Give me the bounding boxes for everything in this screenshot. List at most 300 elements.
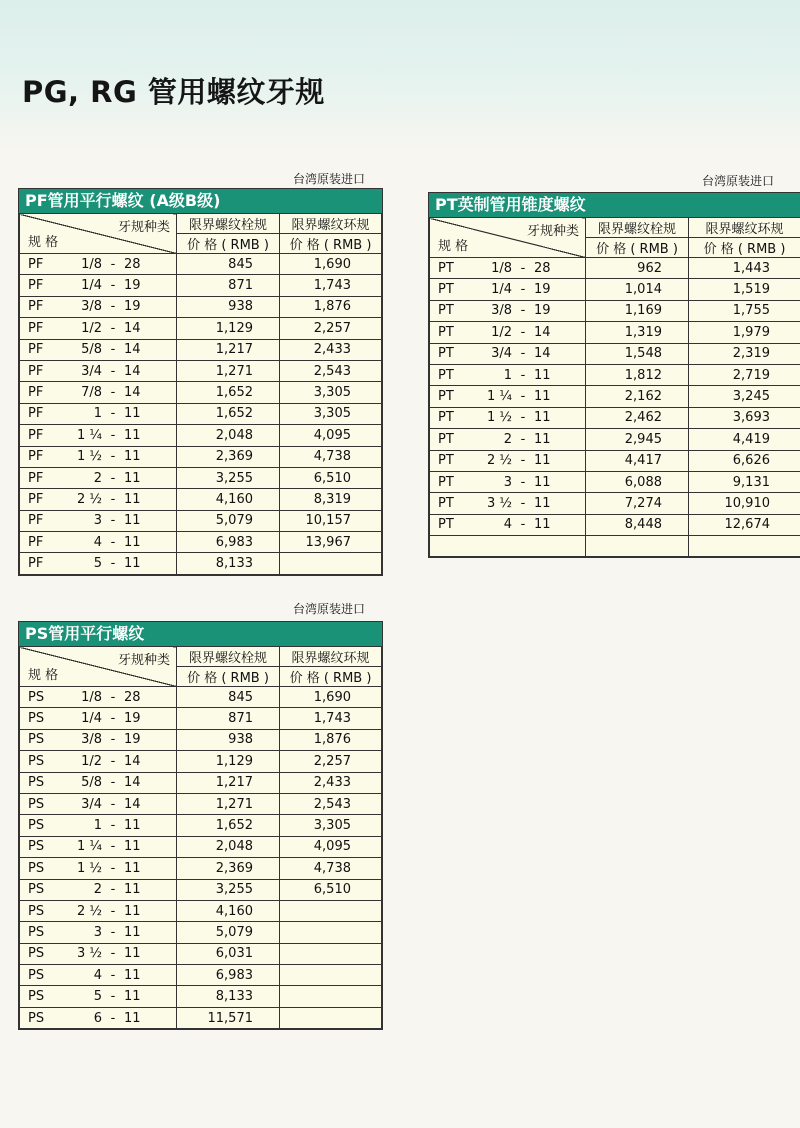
thread-code: PF xyxy=(28,470,44,486)
thread-code: PF xyxy=(28,256,44,272)
spec-cell xyxy=(20,1007,177,1028)
thread-size: 5 xyxy=(93,989,102,1005)
thread-code: PS xyxy=(28,882,45,898)
ring-price: 9,131 xyxy=(689,471,800,492)
spec-cell xyxy=(20,360,177,381)
thread-size: 6 xyxy=(93,1010,102,1026)
ring-price: 3,305 xyxy=(280,382,382,403)
spec-cell xyxy=(20,751,177,772)
thread-size: 1 ¼ xyxy=(76,839,102,855)
spec-cell xyxy=(20,403,177,424)
plug-price: 845 xyxy=(177,687,280,708)
thread-pitch: 19 xyxy=(534,303,551,319)
plug-price: 4,160 xyxy=(177,900,280,921)
table-row xyxy=(430,429,800,450)
dash-separator: - xyxy=(520,389,526,405)
thread-code: PF xyxy=(28,299,44,315)
thread-size: 2 ½ xyxy=(486,453,512,469)
dash-separator: - xyxy=(110,839,116,855)
spec-cell xyxy=(20,708,177,729)
thread-size: 5 xyxy=(93,556,102,572)
table-row xyxy=(20,403,382,424)
thread-size: 4 xyxy=(93,534,102,550)
spec-cell xyxy=(430,407,586,428)
dash-separator: - xyxy=(110,967,116,983)
plug-price: 2,048 xyxy=(177,836,280,857)
plug-price: 2,162 xyxy=(586,386,689,407)
thread-code: PF xyxy=(28,449,44,465)
thread-size: 3 xyxy=(93,513,102,529)
dash-separator: - xyxy=(520,453,526,469)
ring-price: 4,095 xyxy=(280,425,382,446)
table-row xyxy=(430,493,800,514)
table-row xyxy=(20,815,382,836)
thread-code: PT xyxy=(438,346,454,362)
spec-cell xyxy=(20,532,177,553)
plug-gauge-header: 限界螺纹栓规 xyxy=(586,218,689,238)
table-row xyxy=(20,382,382,403)
spec-cell xyxy=(20,986,177,1007)
dash-separator: - xyxy=(110,689,116,705)
thread-size: 1/2 xyxy=(81,753,102,769)
dash-separator: - xyxy=(110,860,116,876)
table-row xyxy=(20,708,382,729)
ring-price xyxy=(280,922,382,943)
spec-cell xyxy=(20,510,177,531)
thread-pitch: 11 xyxy=(124,924,141,940)
thread-size: 3 ½ xyxy=(486,495,512,511)
dash-separator: - xyxy=(110,320,116,336)
spec-cell xyxy=(20,879,177,900)
spec-cell xyxy=(20,965,177,986)
thread-pitch: 11 xyxy=(124,946,141,962)
thread-size: 2 ½ xyxy=(76,903,102,919)
thread-size: 3/8 xyxy=(81,732,102,748)
thread-code: PT xyxy=(438,453,454,469)
thread-pitch: 14 xyxy=(124,796,141,812)
ring-price: 6,510 xyxy=(280,879,382,900)
ring-price: 1,743 xyxy=(280,708,382,729)
spec-label: 规 格 xyxy=(438,239,469,254)
ring-price: 1,979 xyxy=(689,322,800,343)
plug-price: 3,255 xyxy=(177,467,280,488)
spec-cell xyxy=(20,382,177,403)
plug-price: 8,133 xyxy=(177,986,280,1007)
thread-code: PF xyxy=(28,406,44,422)
thread-pitch: 14 xyxy=(124,775,141,791)
dash-separator: - xyxy=(520,431,526,447)
spec-cell xyxy=(430,386,586,407)
thread-pitch: 11 xyxy=(534,367,551,383)
thread-pitch: 14 xyxy=(534,346,551,362)
pf-table-title: PF管用平行螺纹 (A级B级) xyxy=(19,189,382,213)
thread-pitch: 11 xyxy=(534,389,551,405)
dash-separator: - xyxy=(110,534,116,550)
table-row xyxy=(430,514,800,535)
table-row xyxy=(20,772,382,793)
thread-pitch: 11 xyxy=(124,882,141,898)
table-row xyxy=(20,489,382,510)
table-row xyxy=(430,536,800,557)
ring-price: 2,433 xyxy=(280,772,382,793)
thread-code: PS xyxy=(28,689,45,705)
plug-price: 8,133 xyxy=(177,553,280,574)
dash-separator: - xyxy=(110,924,116,940)
plug-price: 2,462 xyxy=(586,407,689,428)
spec-cell xyxy=(430,514,586,535)
plug-price: 1,271 xyxy=(177,360,280,381)
ring-price: 1,876 xyxy=(280,729,382,750)
thread-pitch: 11 xyxy=(124,839,141,855)
ring-price: 12,674 xyxy=(689,514,800,535)
thread-code: PF xyxy=(28,385,44,401)
thread-code: PF xyxy=(28,427,44,443)
thread-code: PT xyxy=(438,260,454,276)
dash-separator: - xyxy=(110,818,116,834)
plug-gauge-header: 限界螺纹栓规 xyxy=(177,214,280,234)
table-row xyxy=(20,751,382,772)
dash-separator: - xyxy=(110,753,116,769)
plug-price: 6,983 xyxy=(177,532,280,553)
thread-size: 1 ¼ xyxy=(76,427,102,443)
thread-pitch: 11 xyxy=(124,903,141,919)
thread-size: 4 xyxy=(93,967,102,983)
thread-code: PF xyxy=(28,513,44,529)
table-row xyxy=(20,922,382,943)
table-row xyxy=(20,510,382,531)
dash-separator: - xyxy=(110,989,116,1005)
spec-cell xyxy=(430,279,586,300)
thread-pitch: 11 xyxy=(124,860,141,876)
thread-code: PS xyxy=(28,967,45,983)
table-row xyxy=(20,986,382,1007)
thread-code: PT xyxy=(438,431,454,447)
ring-price: 2,543 xyxy=(280,793,382,814)
thread-size: 4 xyxy=(503,517,512,533)
plug-price: 6,088 xyxy=(586,471,689,492)
thread-size: 3/4 xyxy=(81,363,102,379)
spec-cell xyxy=(430,322,586,343)
table-row xyxy=(20,858,382,879)
thread-size: 1 ¼ xyxy=(486,389,512,405)
plug-price: 1,652 xyxy=(177,382,280,403)
table-row xyxy=(430,322,800,343)
dash-separator: - xyxy=(110,556,116,572)
ring-price: 1,690 xyxy=(280,254,382,275)
dash-separator: - xyxy=(110,278,116,294)
thread-pitch: 11 xyxy=(124,406,141,422)
ring-price: 2,257 xyxy=(280,318,382,339)
plug-price: 1,217 xyxy=(177,339,280,360)
plug-price: 2,369 xyxy=(177,446,280,467)
thread-pitch: 19 xyxy=(124,711,141,727)
thread-pitch: 11 xyxy=(124,1010,141,1026)
ring-price-header: 价 格 ( RMB ) xyxy=(689,238,800,258)
ring-price: 3,693 xyxy=(689,407,800,428)
origin-note-pt: 台湾原装进口 xyxy=(702,174,775,188)
dash-separator: - xyxy=(110,406,116,422)
plug-gauge-header: 限界螺纹栓规 xyxy=(177,647,280,667)
dash-separator: - xyxy=(110,732,116,748)
table-row xyxy=(430,407,800,428)
plug-price: 1,812 xyxy=(586,364,689,385)
plug-price: 5,079 xyxy=(177,922,280,943)
thread-size: 1/8 xyxy=(81,256,102,272)
spec-cell xyxy=(20,553,177,574)
ring-price xyxy=(280,553,382,574)
ring-price: 4,419 xyxy=(689,429,800,450)
plug-price: 1,548 xyxy=(586,343,689,364)
thread-code: PT xyxy=(438,389,454,405)
thread-size: 1 ½ xyxy=(76,449,102,465)
page-title: PG, RG 管用螺纹牙规 xyxy=(22,75,325,109)
thread-size: 3 ½ xyxy=(76,946,102,962)
spec-cell xyxy=(20,772,177,793)
dash-separator: - xyxy=(110,711,116,727)
ring-price: 10,157 xyxy=(280,510,382,531)
thread-pitch: 11 xyxy=(534,474,551,490)
dash-separator: - xyxy=(520,517,526,533)
thread-size: 3/4 xyxy=(81,796,102,812)
table-row xyxy=(20,729,382,750)
ring-price: 1,755 xyxy=(689,300,800,321)
thread-size: 1/2 xyxy=(491,324,512,340)
origin-note-pf: 台湾原装进口 xyxy=(293,172,366,186)
plug-price xyxy=(586,536,689,557)
dash-separator: - xyxy=(520,346,526,362)
thread-size: 2 ½ xyxy=(76,491,102,507)
table-row xyxy=(20,687,382,708)
ring-price: 3,245 xyxy=(689,386,800,407)
thread-code: PT xyxy=(438,367,454,383)
spec-corner-cell xyxy=(20,214,177,254)
table-row xyxy=(20,318,382,339)
dash-separator: - xyxy=(520,410,526,426)
thread-size: 3 xyxy=(503,474,512,490)
spec-cell xyxy=(20,836,177,857)
spec-corner-cell xyxy=(20,647,177,687)
thread-code: PT xyxy=(438,474,454,490)
thread-code: PS xyxy=(28,796,45,812)
thread-pitch: 11 xyxy=(534,431,551,447)
header-row xyxy=(430,218,800,238)
plug-price: 1,271 xyxy=(177,793,280,814)
ring-price xyxy=(280,965,382,986)
plug-price: 2,048 xyxy=(177,425,280,446)
ring-price xyxy=(280,900,382,921)
plug-price: 1,319 xyxy=(586,322,689,343)
spec-cell xyxy=(20,296,177,317)
ring-price: 4,738 xyxy=(280,858,382,879)
thread-code: PF xyxy=(28,320,44,336)
spec-cell xyxy=(430,429,586,450)
thread-size: 1/8 xyxy=(81,689,102,705)
thread-size: 5/8 xyxy=(81,775,102,791)
plug-price: 962 xyxy=(586,258,689,279)
ring-price-header: 价 格 ( RMB ) xyxy=(280,234,382,254)
plug-price: 5,079 xyxy=(177,510,280,531)
thread-size: 5/8 xyxy=(81,342,102,358)
thread-size: 1 xyxy=(93,406,102,422)
ring-price: 13,967 xyxy=(280,532,382,553)
dash-separator: - xyxy=(110,299,116,315)
table-row xyxy=(430,386,800,407)
thread-code: PS xyxy=(28,839,45,855)
ring-gauge-header: 限界螺纹环规 xyxy=(280,214,382,234)
thread-pitch: 11 xyxy=(124,989,141,1005)
thread-code: PS xyxy=(28,989,45,1005)
thread-code: PF xyxy=(28,534,44,550)
header-row xyxy=(20,647,382,667)
thread-size: 1/8 xyxy=(491,260,512,276)
plug-price: 871 xyxy=(177,708,280,729)
thread-pitch: 11 xyxy=(534,495,551,511)
ring-price: 2,433 xyxy=(280,339,382,360)
dash-separator: - xyxy=(110,796,116,812)
table-row xyxy=(20,900,382,921)
thread-pitch: 11 xyxy=(534,453,551,469)
plug-price-header: 价 格 ( RMB ) xyxy=(177,234,280,254)
table-row xyxy=(20,467,382,488)
thread-code: PT xyxy=(438,517,454,533)
dash-separator: - xyxy=(520,474,526,490)
thread-code: PS xyxy=(28,924,45,940)
spec-label: 规 格 xyxy=(28,235,59,250)
thread-pitch: 14 xyxy=(124,385,141,401)
spec-cell xyxy=(20,815,177,836)
plug-price: 8,448 xyxy=(586,514,689,535)
plug-price: 1,652 xyxy=(177,403,280,424)
spec-cell xyxy=(430,364,586,385)
thread-code: PS xyxy=(28,946,45,962)
spec-cell xyxy=(20,275,177,296)
table-row xyxy=(430,258,800,279)
table-row xyxy=(20,275,382,296)
thread-pitch: 19 xyxy=(124,299,141,315)
plug-price: 938 xyxy=(177,729,280,750)
ring-price: 4,738 xyxy=(280,446,382,467)
plug-price: 845 xyxy=(177,254,280,275)
spec-cell xyxy=(20,489,177,510)
dash-separator: - xyxy=(110,775,116,791)
dash-separator: - xyxy=(520,303,526,319)
thread-pitch: 11 xyxy=(124,513,141,529)
ps-thread-gauge-table xyxy=(18,621,383,1030)
dash-separator: - xyxy=(110,1010,116,1026)
thread-code: PT xyxy=(438,282,454,298)
thread-code: PT xyxy=(438,495,454,511)
ring-price: 1,443 xyxy=(689,258,800,279)
thread-code: PS xyxy=(28,818,45,834)
table-row xyxy=(20,553,382,574)
table-row xyxy=(20,836,382,857)
spec-cell xyxy=(430,471,586,492)
thread-code: PS xyxy=(28,1010,45,1026)
ring-price xyxy=(280,986,382,1007)
dash-separator: - xyxy=(520,324,526,340)
spec-cell xyxy=(20,922,177,943)
thread-pitch: 28 xyxy=(534,260,551,276)
plug-price: 1,169 xyxy=(586,300,689,321)
ring-price: 1,876 xyxy=(280,296,382,317)
thread-pitch: 11 xyxy=(124,967,141,983)
table-row xyxy=(20,360,382,381)
origin-note-ps: 台湾原装进口 xyxy=(293,602,366,616)
plug-price: 871 xyxy=(177,275,280,296)
spec-cell xyxy=(430,536,586,557)
ring-price: 2,257 xyxy=(280,751,382,772)
thread-code: PT xyxy=(438,324,454,340)
thread-size: 1 ½ xyxy=(486,410,512,426)
spec-cell xyxy=(20,687,177,708)
table-row xyxy=(20,425,382,446)
thread-code: PS xyxy=(28,903,45,919)
ring-price xyxy=(280,1007,382,1028)
table-row xyxy=(20,254,382,275)
ring-price xyxy=(689,536,800,557)
spec-cell xyxy=(20,900,177,921)
spec-cell xyxy=(20,858,177,879)
plug-price: 1,129 xyxy=(177,751,280,772)
plug-price: 1,129 xyxy=(177,318,280,339)
thread-size: 1 xyxy=(503,367,512,383)
ring-price: 2,319 xyxy=(689,343,800,364)
thread-code: PF xyxy=(28,363,44,379)
ring-price: 2,719 xyxy=(689,364,800,385)
ring-price: 1,519 xyxy=(689,279,800,300)
spec-cell xyxy=(430,258,586,279)
table-row xyxy=(20,965,382,986)
thread-code: PF xyxy=(28,491,44,507)
thread-size: 3/8 xyxy=(491,303,512,319)
thread-code: PF xyxy=(28,278,44,294)
ring-price: 6,510 xyxy=(280,467,382,488)
thread-size: 2 xyxy=(93,470,102,486)
ring-price: 2,543 xyxy=(280,360,382,381)
thread-size: 3/4 xyxy=(491,346,512,362)
thread-code: PF xyxy=(28,556,44,572)
gauge-type-label: 牙规种类 xyxy=(117,220,170,235)
ring-price: 6,626 xyxy=(689,450,800,471)
thread-size: 1/2 xyxy=(81,320,102,336)
thread-pitch: 11 xyxy=(124,449,141,465)
table-row xyxy=(430,450,800,471)
plug-price: 4,417 xyxy=(586,450,689,471)
dash-separator: - xyxy=(110,363,116,379)
ring-price: 8,319 xyxy=(280,489,382,510)
dash-separator: - xyxy=(110,882,116,898)
thread-code: PT xyxy=(438,303,454,319)
thread-code: PS xyxy=(28,753,45,769)
plug-price: 4,160 xyxy=(177,489,280,510)
spec-cell xyxy=(430,450,586,471)
thread-code: PS xyxy=(28,775,45,791)
thread-pitch: 11 xyxy=(534,517,551,533)
spec-cell xyxy=(430,493,586,514)
header-row xyxy=(20,214,382,234)
dash-separator: - xyxy=(110,449,116,465)
thread-code: PF xyxy=(28,342,44,358)
dash-separator: - xyxy=(110,256,116,272)
thread-pitch: 11 xyxy=(124,534,141,550)
table-row xyxy=(430,343,800,364)
ring-price-header: 价 格 ( RMB ) xyxy=(280,667,382,687)
thread-pitch: 14 xyxy=(534,324,551,340)
table-row xyxy=(20,1007,382,1028)
gauge-type-label: 牙规种类 xyxy=(526,224,579,239)
dash-separator: - xyxy=(520,367,526,383)
thread-code: PT xyxy=(438,410,454,426)
